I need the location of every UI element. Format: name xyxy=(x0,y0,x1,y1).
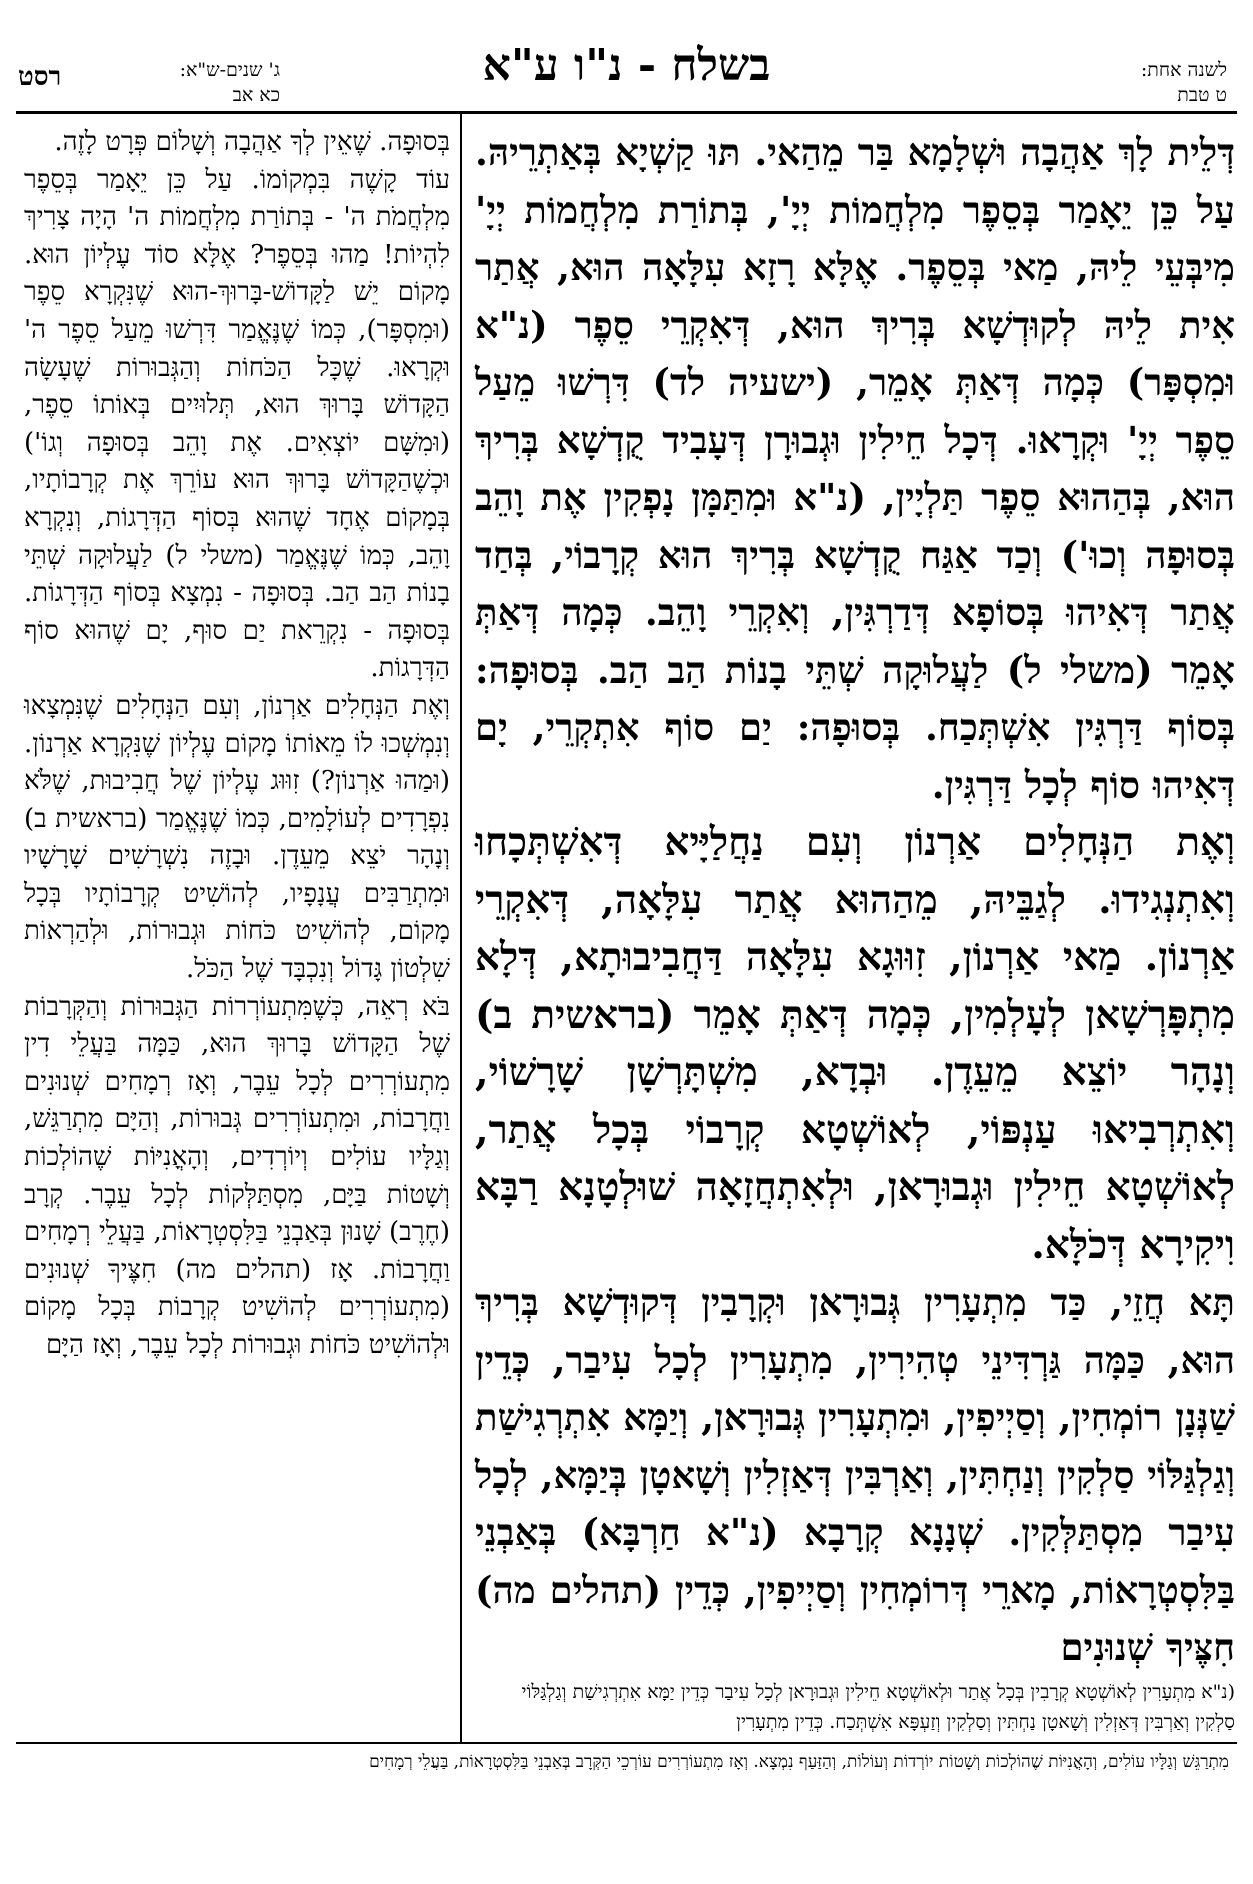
translation-column xyxy=(24,124,450,1365)
main-paragraph-1: דְּלֵית לָךְ אַהֲבָה וּשְׁלָמָא בַּר מֵהַאי. תּוּ קַשְׁיָא בְּאַתְרֵיהּ. עַל כֵּן יֵאָמַר בְּסֵפֶר מִלְחֲמוֹת יְיָ', בְּתוֹרַת מִלְחֲמוֹת יְיָ' מִיבְּעֵי לֵיהּ, מַאי בְּסֵפֶר. אֶלָּא רָזָא עִלָּאָה הוּא, אֲתַר אִית לֵיהּ לְקוּדְשָׁא בְּרִיךְ הוּא, דְּאִקְרֵי סֵפֶר (נ"א וּמִסְפָּר) כְּמָה דְּאַתְּ אָמֵר, (ישעיה לד) דִּרְשׁוּ מֵעַל סֵפֶר יְיָ' וּקְרָאוּ. דְּכָל חֵילִין וּגְבוּרָן דְּעָבִיד קֻדְשָׁא בְּרִיךְ הוּא, בְּהַהוּא סֵפֶר תַּלְיָין, (נ"א וּמִתַּמָּן נָפְקִין אֶת וָהֵב בְּסוּפָה וְכוּ') וְכַד אַגַּח קֻדְשָׁא בְּרִיךְ הוּא קְרָבוֹי, בְּחַד אֲתַר דְּאִיהוּ בְּסוֹפָא דְּדַרְגִּין, וְאִקְרֵי וָהֵב. כְּמָה דְּאַתְּ אָמֵר (משלי ל) לַעֲלוּקָה שְׁתֵּי בָנוֹת הַב הַב. בְּסוּפָה: בְּסוֹף דַּרְגִּין אִשְׁתְּכַח. בְּסוּפָה: יַם סוֹף אִתְקְרֵי, יָם דְּאִיהוּ סוֹף לְכָל דַּרְגִּין. xyxy=(475,130,1235,807)
header-right-line2: ט טבת xyxy=(1177,84,1227,106)
main-paragraph-2: וְאֶת הַנְּחָלִים אַרְנוֹן וְעִם נַחֲלַיָּיא דְּאִשְׁתְּכָחוּ וְאִתְנְגִידוּ. לְגַבֵּיהּ, מֵהַהוּא אֲתַר עִלָּאָה, דְּאִקְרֵי אַרְנוֹן. מַאי אַרְנוֹן, זִוּוּגָא עִלָּאָה דַּחֲבִיבוּתָא, דְּלָא מִתְפָּרְשָׁאן לְעָלְמִין, כְּמָה דְּאַתְּ אָמֵר (בראשית ב) וְנָהָר יוֹצֵא מֵעֵדֶן. וּבְדָא, מִשְׁתָּרְשָׁן שָׁרָשׁוֹי, וְאִתְרְבִיאוּ עַנְפּוֹי, לְאוֹשְׁטָא קְרָבוֹי בְּכָל אֲתַר, לְאוֹשְׁטָא חֵילִין וּגְבוּרָאן, וּלְאִתְחֲזָאָה שׁוּלְטָנָא רַבָּא וִיקִירָא דְּכֹלָּא. xyxy=(475,819,1235,1268)
side-paragraph-3: וְאֶת הַנְּחָלִים אַרְנוֹן, וְעִם הַנְּחָלִים שֶׁנִּמְצָאוּ וְנִמְשְׁכוּ לוֹ מֵאוֹתוֹ מָקוֹם עֶלְיוֹן שֶׁנִּקְרָא אַרְנוֹן. (וּמַהוּ אַרְנוֹן?) זִוּוּג עֶלְיוֹן שֶׁל חֲבִיבוּת, שֶׁלֹּא נִפְרָדִים לְעוֹלָמִים, כְּמוֹ שֶׁנֶּאֱמַר (בראשית ב) וְנָהָר יֹצֵא מֵעֵדֶן. וּבָזֶה נִשְׁרָשִׁים שָׁרָשָׁיו וּמִתְרַבִּים עֲנָפָיו, לְהוֹשִׁיט קְרָבוֹתָיו בְּכָל מָקוֹם, לְהוֹשִׁיט כֹּחוֹת וּגְבוּרוֹת, וּלְהַרְאוֹת שִׁלְטוֹן גָּדוֹל וְנִכְבָּד שֶׁל הַכֹּל. xyxy=(24,690,450,985)
main-text-column xyxy=(475,124,1235,1737)
side-paragraph-1: בְּסוּפָה. שֶׁאֵין לְךָ אַהֲבָה וְשָׁלוֹם פְּרָט לָזֶה. xyxy=(54,127,450,157)
page-number: רסט xyxy=(18,62,62,92)
footer-divider xyxy=(16,1742,1237,1744)
side-paragraph-2: עוֹד קָשֶׁה בִּמְקוֹמוֹ. עַל כֵּן יֵאָמַר בְּסֵפֶר מִלְחֲמֹת ה' - בְּתוֹרַת מִלְחֲמוֹת ה' הָיָה צָרִיךְ לִהְיוֹת! מַהוּ בְּסֵפֶר? אֶלָּא סוֹד עֶלְיוֹן הוּא. מָקוֹם יֵשׁ לַקָּדוֹשׁ-בָּרוּךְ-הוּא שֶׁנִּקְרָא סֵפֶר (וּמִסְפָּר), כְּמוֹ שֶׁנֶּאֱמַר דִּרְשׁוּ מֵעַל סֵפֶר ה' וּקְרָאוּ. שֶׁכָּל הַכֹּחוֹת וְהַגְּבוּרוֹת שֶׁעָשָׂה הַקָּדוֹשׁ בָּרוּךְ הוּא, תְּלוּיִים בְּאוֹתוֹ סֵפֶר, (וּמִשָּׁם יוֹצְאִים. אֶת וָהֵב בְּסוּפָה וְגוֹ') וּכְשֶׁהַקָּדוֹשׁ בָּרוּךְ הוּא עוֹרֵךְ אֶת קְרָבוֹתָיו, בְּמָקוֹם אֶחָד שֶׁהוּא בְּסוֹף הַדְּרָגוֹת, וְנִקְרָא וָהֵב, כְּמוֹ שֶׁנֶּאֱמַר (משלי ל) לַעֲלוּקָה שְׁתֵּי בָנוֹת הַב הַב. בְּסוּפָה - נִמְצָא בְּסוֹף הַדְּרָגוֹת. בְּסוּפָה - נִקְרֵאת יַם סוּף, יָם שֶׁהוּא סוֹף הַדְּרָגוֹת. xyxy=(24,164,450,684)
main-small-note-2: סַלְקִין וְאַרְבִּין דְּאַזְלִין וְשָׁאטָן נַחְתִּין וְסַלְקִין וְזַעְפָּא אִשְׁתְּכַח. כְּדֵין מִתְעָרִין xyxy=(736,1710,1235,1733)
header-left-line2: כא אב xyxy=(232,84,280,106)
header-divider xyxy=(16,111,1237,114)
header-left-meta xyxy=(100,58,280,108)
side-paragraph-4: בֹּא רְאֵה, כְּשֶׁמִּתְעוֹרְרוֹת הַגְּבוּרוֹת וְהַקְּרָבוֹת שֶׁל הַקָּדוֹשׁ בָּרוּךְ הוּא, כַּמָּה בַּעֲלֵי דִין מִתְעוֹרְרִים לְכָל עֵבֶר, וְאָז רְמָחִים שְׁנוּנִים וַחֲרָבוֹת, וּמִתְעוֹרְרִים גְּבוּרוֹת, וְהַיָּם מִתְרַגֵּשׁ, וְגַלָּיו עוֹלִים וְיוֹרְדִים, וְהָאֳנִיּוֹת שֶׁהוֹלְכוֹת וְשָׁטוֹת בַּיָּם, מִסְתַּלְּקוֹת לְכָל עֵבֶר. קְרָב (חֶרֶב) שָׁנוּן בְּאַבְנֵי בַּלִּסְטְרָאוֹת, בַּעֲלֵי רְמָחִים וַחֲרָבוֹת. אָז (תהלים מה) חִצֶּיךָ שְׁנוּנִים (מִתְעוֹרְרִים לְהוֹשִׁיט קְרָבוֹת בְּכָל מָקוֹם וּלְהוֹשִׁיט כֹּחוֹת וּגְבוּרוֹת לְכָל עֵבֶר, וְאָז הַיָּם xyxy=(24,991,450,1360)
footer-note: מִתְרַגֵּשׁ וְגַלָּיו עוֹלִים, וְהָאֳנִיּוֹת שֶׁהוֹלְכוֹת וְשָׁטוֹת יוֹרְדוֹת וְעוֹלוֹת, וְהַזַּעַף נִמְצָא. וְאָז מִתְעוֹרְרִים עוֹרְכֵי הַקְּרָב בְּאַבְנֵי בַּלִּסְטְרָאוֹת, בַּעֲלֵי רְמָחִים xyxy=(369,1752,1229,1772)
header-right-meta xyxy=(1141,58,1227,108)
page-title: בשלח - נ"ו ע"א xyxy=(482,40,771,91)
main-small-note-1: (נ"א מִתְעָרִין לְאוֹשְׁטָא קְרָבִין בְּכָל אֲתַר וּלְאוֹשְׁטָא חֵילִין וּגְבוּרָאן לְכָל עִיבַר כְּדֵין יַמָּא אִתְרְגִישַׁת וְגַלְגַּלּוֹי xyxy=(521,1680,1235,1703)
column-divider xyxy=(460,111,462,1743)
header-right-line1: לשנה אחת: xyxy=(1140,59,1227,81)
main-paragraph-3: תָּא חֲזֵי, כַּד מִתְעָרִין גְּבוּרָאן וּקְרָבִין דְּקוּדְשָׁא בְּרִיךְ הוּא, כַּמָּה גַּרְדִּינֵי טְהִירִין, מִתְעָרִין לְכָל עִיבַר, כְּדֵין שַׁנְּנָן רוֹמְחִין, וְסַיְיפִין, וּמִתְעָרִין גְּבוּרָאן, וְיַמָּא אִתְרְגִישַׁת וְגַלְגַּלּוֹי סַלְקִין וְנַחְתִּין, וְאַרְבִּין דְּאַזְלִין וְשָׁאטָן בְּיַמָּא, לְכָל עִיבַר מִסְתַּלְּקִין. שְׁנָנָא קְרָבָא (נ"א חַרְבָּא) בְּאַבְנֵי בַּלִּסְטְרָאוֹת, מָארֵי דְּרוֹמְחִין וְסַיְיפִין, כְּדֵין (תהלים מה) חִצֶּיךָ שְׁנוּנִים xyxy=(475,1280,1235,1669)
header-left-line1: ג' שנים-ש"א: xyxy=(179,59,280,81)
